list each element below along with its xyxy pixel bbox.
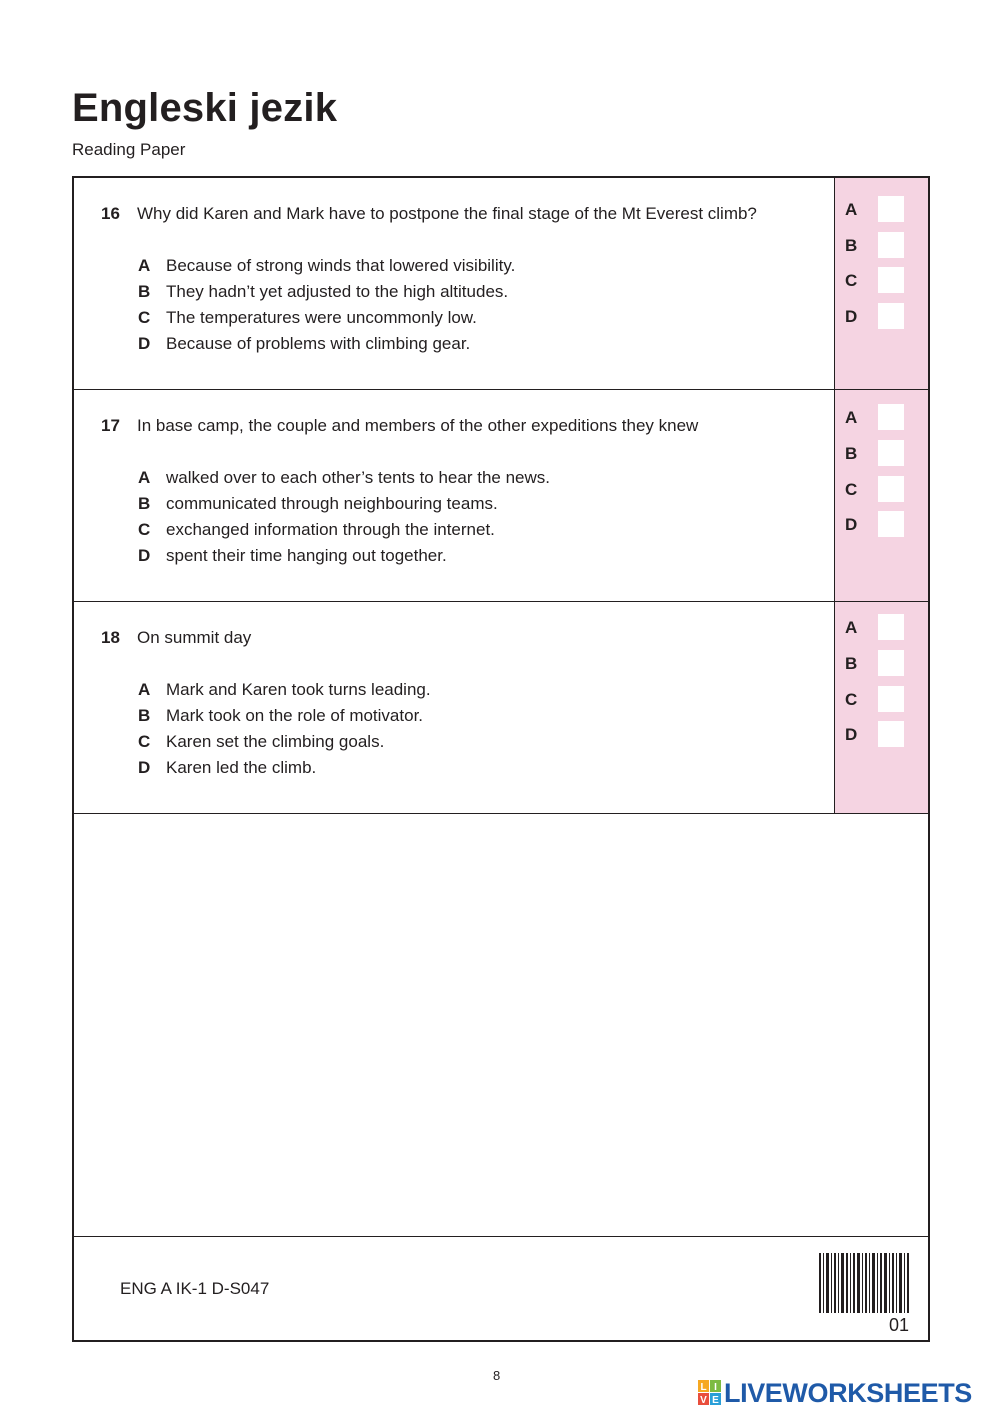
answer-row-d bbox=[845, 511, 925, 539]
exam-code: ENG A IK-1 D-S047 bbox=[120, 1279, 270, 1298]
answer-panel bbox=[834, 390, 928, 601]
answer-letter: A bbox=[845, 618, 858, 637]
option-c bbox=[138, 308, 515, 334]
options-list bbox=[138, 468, 550, 572]
option-c bbox=[138, 732, 431, 758]
answer-row-d bbox=[845, 721, 925, 749]
answer-letter: C bbox=[845, 690, 858, 709]
option-text: Karen led the climb. bbox=[166, 758, 317, 777]
option-text: spent their time hanging out together. bbox=[166, 546, 447, 565]
option-text: Because of strong winds that lowered visibility. bbox=[166, 256, 516, 275]
answer-letter: A bbox=[845, 408, 858, 427]
answer-letter: C bbox=[845, 480, 858, 499]
option-letter: C bbox=[138, 732, 151, 751]
option-text: Because of problems with climbing gear. bbox=[166, 334, 471, 353]
question-18 bbox=[74, 602, 928, 814]
answer-row-a bbox=[845, 614, 925, 642]
option-text: They hadn’t yet adjusted to the high altitudes. bbox=[166, 282, 509, 301]
answer-box-16-c[interactable] bbox=[878, 267, 904, 293]
answer-box-18-a[interactable] bbox=[878, 614, 904, 640]
option-d bbox=[138, 546, 550, 572]
option-letter: B bbox=[138, 494, 151, 513]
answer-letter: B bbox=[845, 654, 858, 673]
option-letter: D bbox=[138, 334, 151, 353]
answer-letter: B bbox=[845, 236, 858, 255]
answer-box-17-c[interactable] bbox=[878, 476, 904, 502]
option-text: communicated through neighbouring teams. bbox=[166, 494, 498, 513]
logo-letter: L bbox=[700, 1382, 707, 1393]
option-b bbox=[138, 706, 431, 732]
answer-row-c bbox=[845, 476, 925, 504]
option-text: Karen set the climbing goals. bbox=[166, 732, 385, 751]
answer-row-a bbox=[845, 196, 925, 224]
answer-row-a bbox=[845, 404, 925, 432]
answer-letter: B bbox=[845, 444, 858, 463]
option-a bbox=[138, 680, 431, 706]
liveworksheets-brand bbox=[698, 1378, 994, 1408]
answer-box-17-d[interactable] bbox=[878, 511, 904, 537]
answer-panel bbox=[834, 602, 928, 813]
logo-letter: I bbox=[714, 1382, 717, 1393]
option-letter: A bbox=[138, 468, 151, 487]
question-16 bbox=[74, 178, 928, 390]
option-d bbox=[138, 758, 431, 784]
answer-letter: D bbox=[845, 307, 858, 326]
option-text: Mark and Karen took turns leading. bbox=[166, 680, 431, 699]
answer-row-c bbox=[845, 267, 925, 295]
question-17 bbox=[74, 390, 928, 602]
option-letter: D bbox=[138, 546, 151, 565]
brand-name[interactable]: LIVEWORKSHEETS bbox=[724, 1378, 972, 1408]
answer-box-18-d[interactable] bbox=[878, 721, 904, 747]
option-text: Mark took on the role of motivator. bbox=[166, 706, 424, 725]
option-text: exchanged information through the internet. bbox=[166, 520, 495, 539]
option-a bbox=[138, 468, 550, 494]
page-number: 8 bbox=[493, 1368, 501, 1383]
answer-letter: C bbox=[845, 271, 858, 290]
page-subtitle: Reading Paper bbox=[72, 140, 186, 159]
option-letter: A bbox=[138, 256, 151, 275]
option-letter: D bbox=[138, 758, 151, 777]
option-d bbox=[138, 334, 515, 360]
answer-letter: A bbox=[845, 200, 858, 219]
option-letter: C bbox=[138, 520, 151, 539]
page-title: Engleski jezik bbox=[72, 86, 338, 130]
answer-box-17-a[interactable] bbox=[878, 404, 904, 430]
answer-row-c bbox=[845, 686, 925, 714]
option-b bbox=[138, 282, 515, 308]
answer-box-18-c[interactable] bbox=[878, 686, 904, 712]
footer bbox=[74, 1236, 928, 1340]
answer-box-16-d[interactable] bbox=[878, 303, 904, 329]
liveworksheets-logo-icon bbox=[698, 1380, 722, 1406]
question-number: 17 bbox=[101, 416, 120, 435]
barcode bbox=[819, 1253, 911, 1313]
option-c bbox=[138, 520, 550, 546]
option-b bbox=[138, 494, 550, 520]
option-letter: B bbox=[138, 282, 151, 301]
options-list bbox=[138, 680, 431, 784]
answer-box-18-b[interactable] bbox=[878, 650, 904, 676]
questions-frame bbox=[72, 176, 930, 1342]
option-letter: B bbox=[138, 706, 151, 725]
answer-box-17-b[interactable] bbox=[878, 440, 904, 466]
answer-row-b bbox=[845, 232, 925, 260]
barcode-number: 01 bbox=[889, 1315, 910, 1335]
logo-letter: E bbox=[712, 1395, 719, 1406]
option-text: walked over to each other’s tents to hear the news. bbox=[166, 468, 550, 487]
option-a bbox=[138, 256, 515, 282]
answer-panel bbox=[834, 178, 928, 389]
question-text: On summit day bbox=[137, 628, 252, 647]
question-number: 18 bbox=[101, 628, 120, 647]
answer-row-b bbox=[845, 440, 925, 468]
answer-box-16-a[interactable] bbox=[878, 196, 904, 222]
answer-row-d bbox=[845, 303, 925, 331]
options-list bbox=[138, 256, 515, 360]
answer-box-16-b[interactable] bbox=[878, 232, 904, 258]
question-text: Why did Karen and Mark have to postpone the final stage of the Mt Everest climb? bbox=[137, 204, 757, 223]
option-letter: C bbox=[138, 308, 151, 327]
logo-letter: V bbox=[700, 1395, 707, 1406]
question-text: In base camp, the couple and members of the other expeditions they knew bbox=[137, 416, 699, 435]
answer-letter: D bbox=[845, 725, 858, 744]
question-number: 16 bbox=[101, 204, 120, 223]
answer-letter: D bbox=[845, 515, 858, 534]
answer-row-b bbox=[845, 650, 925, 678]
option-text: The temperatures were uncommonly low. bbox=[166, 308, 477, 327]
option-letter: A bbox=[138, 680, 151, 699]
